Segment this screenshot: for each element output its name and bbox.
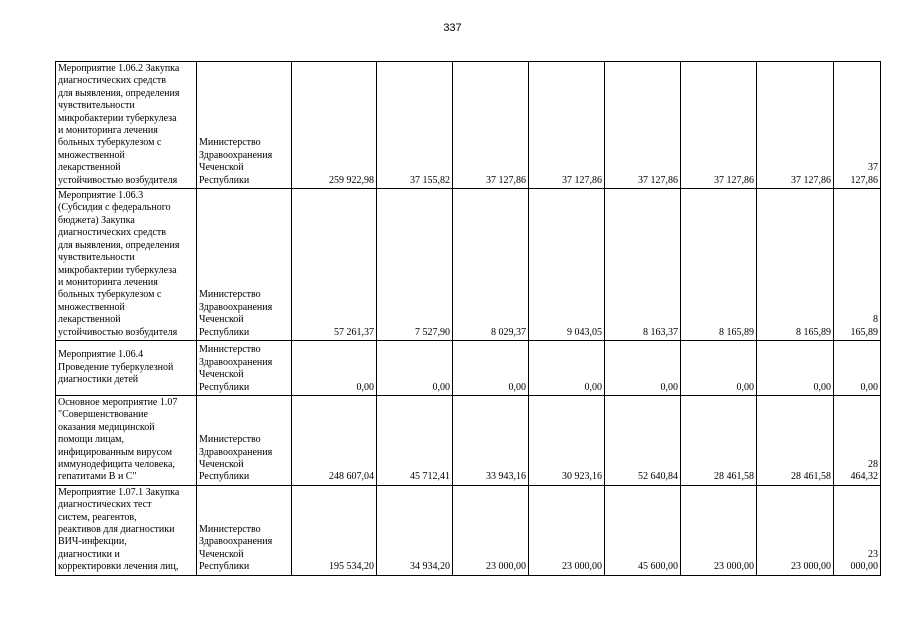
amount-cell: 8 163,37	[605, 189, 681, 341]
measure-name-cell: Мероприятие 1.06.3 (Субсидия с федерального бюджета) Закупка диагностических средств для выявления, определения чувствительности микробактерии туберкулеза и мониторинга лечения больных туберкулезом с множественной лекарственной устойчивостью возбудителя	[56, 189, 197, 341]
measure-name-cell: Мероприятие 1.06.2 Закупка диагностических средств для выявления, определения чувствительности микробактерии туберкулеза и мониторинга лечения больных туберкулезом с множественной лекарственной устойчивостью возбудителя	[56, 62, 197, 189]
measure-name-cell: Мероприятие 1.06.4 Проведение туберкулезной диагностики детей	[56, 340, 197, 395]
amount-cell: 195 534,20	[292, 485, 377, 575]
amount-cell: 37 127,86	[529, 62, 605, 189]
executor-cell: Министерство Здравоохранения Чеченской Республики	[197, 340, 292, 395]
executor-cell: Министерство Здравоохранения Чеченской Республики	[197, 189, 292, 341]
table-row	[56, 340, 881, 395]
amount-cell: 248 607,04	[292, 395, 377, 485]
amount-cell: 23 000,00	[529, 485, 605, 575]
amount-cell: 34 934,20	[377, 485, 453, 575]
amount-cell: 28 461,58	[757, 395, 834, 485]
amount-cell: 33 943,16	[453, 395, 529, 485]
amount-cell: 0,00	[453, 340, 529, 395]
amount-cell: 0,00	[292, 340, 377, 395]
table-row	[56, 189, 881, 341]
amount-cell: 8 029,37	[453, 189, 529, 341]
amount-cell: 37 155,82	[377, 62, 453, 189]
amount-cell: 9 043,05	[529, 189, 605, 341]
amount-cell: 30 923,16	[529, 395, 605, 485]
amount-cell: 37 127,86	[757, 62, 834, 189]
amount-cell-last: 0,00	[834, 340, 881, 395]
amount-cell: 45 600,00	[605, 485, 681, 575]
amount-cell: 45 712,41	[377, 395, 453, 485]
budget-table	[55, 61, 881, 576]
amount-cell: 8 165,89	[757, 189, 834, 341]
amount-cell: 23 000,00	[453, 485, 529, 575]
amount-cell: 259 922,98	[292, 62, 377, 189]
amount-cell: 7 527,90	[377, 189, 453, 341]
amount-cell: 37 127,86	[605, 62, 681, 189]
amount-cell: 52 640,84	[605, 395, 681, 485]
amount-cell: 37 127,86	[453, 62, 529, 189]
measure-name-cell: Мероприятие 1.07.1 Закупка диагностических тест систем, реагентов, реактивов для диагностики ВИЧ-инфекции, диагностики и корректировки лечения лиц,	[56, 485, 197, 575]
amount-cell: 28 461,58	[681, 395, 757, 485]
amount-cell: 23 000,00	[757, 485, 834, 575]
amount-cell: 0,00	[681, 340, 757, 395]
amount-cell: 23 000,00	[681, 485, 757, 575]
amount-cell: 0,00	[529, 340, 605, 395]
amount-cell: 0,00	[377, 340, 453, 395]
executor-cell: Министерство Здравоохранения Чеченской Республики	[197, 485, 292, 575]
amount-cell-last: 37 127,86	[834, 62, 881, 189]
page-number: 337	[443, 22, 462, 34]
amount-cell-last: 8 165,89	[834, 189, 881, 341]
measure-name-cell: Основное мероприятие 1.07 "Совершенствование оказания медицинской помощи лицам, инфицированным вирусом иммунодефицита человека, гепатитами В и С"	[56, 395, 197, 485]
amount-cell: 0,00	[757, 340, 834, 395]
executor-cell: Министерство Здравоохранения Чеченской Республики	[197, 395, 292, 485]
table-body	[56, 62, 881, 576]
amount-cell-last: 28 464,32	[834, 395, 881, 485]
amount-cell: 57 261,37	[292, 189, 377, 341]
table-row	[56, 395, 881, 485]
amount-cell-last: 23 000,00	[834, 485, 881, 575]
amount-cell: 37 127,86	[681, 62, 757, 189]
table-row	[56, 485, 881, 575]
amount-cell: 8 165,89	[681, 189, 757, 341]
amount-cell: 0,00	[605, 340, 681, 395]
executor-cell: Министерство Здравоохранения Чеченской Республики	[197, 62, 292, 189]
table-row	[56, 62, 881, 189]
